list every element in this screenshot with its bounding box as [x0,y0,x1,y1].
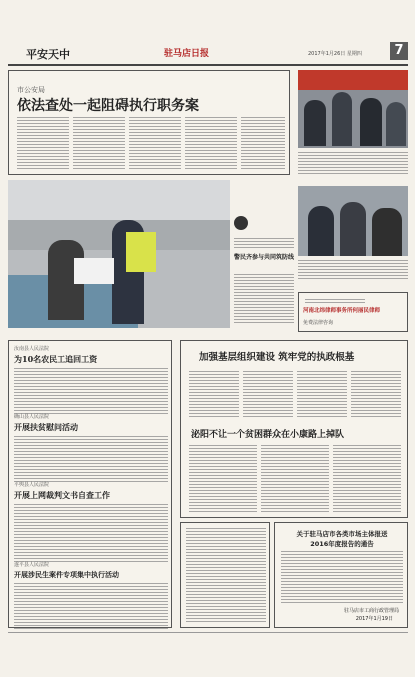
footer-decoration [8,632,408,637]
article-body-col-2 [73,117,125,171]
notice-subtitle: 免费法律咨询 [303,320,334,326]
center-column [232,180,296,328]
announcement [274,522,408,628]
left-item-label: 平舆县人民法院 [14,482,50,488]
announcement-signature: 驻马店市工商行政管理局 [343,608,399,614]
main-photo [8,180,230,328]
page-number: 7 [394,43,404,58]
left-item-3 [14,481,168,562]
main-title-2: 泌阳不让一个贫困群众在小康路上掉队 [191,430,345,440]
top-article [8,70,290,175]
left-item-label: 确山县人民法院 [14,414,50,420]
left-item-2 [14,413,168,482]
main-title-1: 加强基层组织建设 筑牢党的执政根基 [199,352,355,363]
article-body-col-3 [129,117,181,171]
left-item-1 [14,345,168,414]
column-logo [234,216,248,230]
left-item-title: 开展扶贫慰问活动 [14,422,78,432]
small-notice [180,522,270,628]
main-block [180,340,408,518]
left-item-4 [14,561,168,631]
left-column [8,340,172,628]
announcement-title-2: 2016年度报告的通告 [310,540,374,548]
article-kicker: 市公安局 [17,86,45,94]
notice-box [298,292,408,332]
left-item-label: 遂平县人民法院 [14,562,50,568]
top-right-photo [298,70,408,148]
section-title: 平安天中 [26,48,70,61]
left-item-title: 为10名农民工追回工资 [14,354,98,364]
article-title: 依法查处一起阻碍执行职务案 [17,98,199,114]
announcement-title-1: 关于驻马店市各类市场主体报送 [296,530,388,538]
article-body-col-4 [185,117,237,171]
right-photo-2 [298,186,408,256]
top-right-photo-caption [298,152,408,174]
announcement-date: 2017年1月19日 [355,616,393,622]
left-item-title: 开展上网裁判文书自查工作 [14,490,110,500]
right-photo-2-caption [298,260,408,280]
left-item-title: 开展涉民生案件专项集中执行活动 [14,570,119,579]
section-header [8,44,408,66]
page-number-badge [390,42,408,60]
article-body-col-1 [17,117,69,171]
masthead: 驻马店日报 [164,49,210,59]
issue-meta: 2017年1月26日 星期四 [308,51,362,57]
article-body-col-5 [241,117,285,171]
notice-title: 河南北纬律师事务所何丽民律师 [303,308,381,314]
left-item-label: 汝南县人民法院 [14,346,50,352]
center-headline: 警民齐参与共同筑防线 [234,254,295,261]
